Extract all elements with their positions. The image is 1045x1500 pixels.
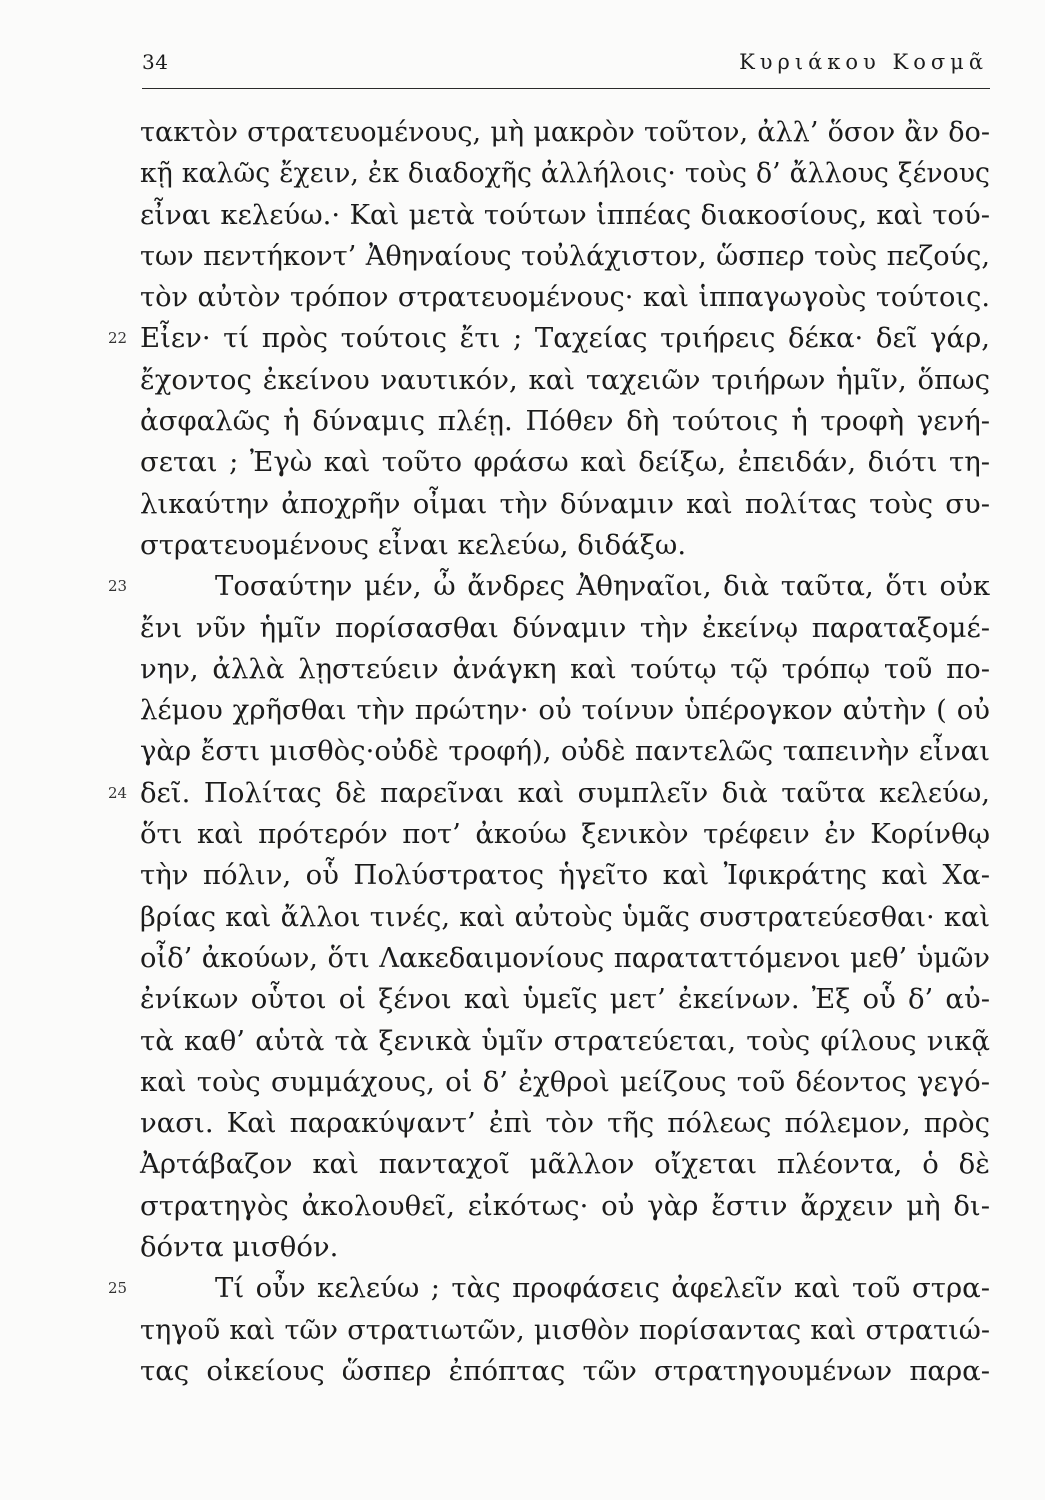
text-line — [140, 649, 990, 690]
line-text: τας οἰκείους ὥσπερ ἐπόπτας τῶν στρατηγουμένων παρα- — [140, 1354, 990, 1387]
line-text: ἀσφαλῶς ἡ δύναμις πλέῃ. Πόθεν δὴ τούτοις ἡ τροφὴ γενή- — [140, 405, 990, 438]
section-number: 25 — [108, 1279, 128, 1298]
line-text: δεῖ. Πολίτας δὲ παρεῖναι καὶ συμπλεῖν διὰ ταῦτα κελεύω, — [140, 776, 990, 809]
text-line — [140, 731, 990, 772]
text-line — [140, 1144, 990, 1185]
line-text: λικαύτην ἀποχρῆν οἶμαι τὴν δύναμιν καὶ πολίτας τοὺς συ- — [140, 487, 990, 520]
text-line — [140, 442, 990, 483]
line-text: Τί οὖν κελεύω ; τὰς προφάσεις ἀφελεῖν καὶ τοῦ στρα- — [215, 1272, 990, 1305]
text-line — [140, 401, 990, 442]
text-line — [140, 1186, 990, 1227]
text-line — [140, 153, 990, 194]
text-line — [140, 360, 990, 401]
body-text — [108, 112, 990, 1392]
line-text: κῇ καλῶς ἔχειν, ἐκ διαδοχῆς ἀλλήλοις· τοὺς δ’ ἄλλους ξένους — [140, 158, 990, 190]
line-text: καὶ τοὺς συμμάχους, οἱ δ’ ἐχθροὶ μείζους τοῦ δέοντος γεγό- — [140, 1065, 990, 1098]
line-text: τακτὸν στρατευομένους, μὴ μακρὸν τοῦτον, ἀλλ’ ὅσον ἂν δο- — [140, 117, 990, 148]
text-line — [140, 1103, 990, 1144]
line-text: Ἀρτάβαζον καὶ πανταχοῖ μᾶλλον οἴχεται πλέοντα, ὁ δὲ — [140, 1148, 990, 1181]
line-text: οἶδ’ ἀκούων, ὅτι Λακεδαιμονίους παραταττόμενοι μεθ’ ὑμῶν — [140, 942, 990, 974]
line-text: δόντα μισθόν. — [140, 1231, 339, 1264]
text-line — [140, 195, 990, 236]
line-text: ὅτι καὶ πρότερόν ποτ’ ἀκούω ξενικὸν τρέφειν ἐν Κορίνθῳ — [140, 818, 990, 851]
line-text: εἶναι κελεύω.· Καὶ μετὰ τούτων ἱππέας διακοσίους, καὶ τού- — [140, 198, 990, 231]
line-text: στρατευομένους εἶναι κελεύω, διδάξω. — [140, 528, 687, 561]
line-text: τηγοῦ καὶ τῶν στρατιωτῶν, μισθὸν πορίσαντας καὶ στρατιώ- — [140, 1314, 990, 1346]
text-line — [140, 525, 990, 566]
text-line — [108, 566, 990, 607]
line-text: τὸν αὐτὸν τρόπον στρατευομένους· καὶ ἱππαγωγοὺς τούτοις. — [140, 282, 990, 314]
line-text: βρίας καὶ ἄλλοι τινές, καὶ αὐτοὺς ὑμᾶς συστρατεύεσθαι· καὶ — [140, 901, 990, 933]
text-line — [140, 1062, 990, 1103]
text-line — [140, 979, 990, 1020]
section-number: 24 — [108, 783, 128, 802]
line-text: σεται ; Ἐγὼ καὶ τοῦτο φράσω καὶ δείξω, ἐπειδάν, διότι τη- — [140, 446, 990, 479]
line-text: γὰρ ἔστι μισθὸς·οὐδὲ τροφή), οὐδὲ παντελῶς ταπεινὴν εἶναι — [140, 735, 990, 768]
text-line — [140, 608, 990, 649]
line-text: τὰ καθ’ αὑτὰ τὰ ξενικὰ ὑμῖν στρατεύεται, τοὺς φίλους νικᾷ — [140, 1024, 990, 1057]
line-text: Τοσαύτην μέν, ὦ ἄνδρες Ἀθηναῖοι, διὰ ταῦτα, ὅτι οὐκ — [215, 570, 990, 603]
text-line — [140, 938, 990, 979]
text-line — [140, 814, 990, 855]
text-line — [140, 855, 990, 896]
text-line — [140, 897, 990, 938]
text-line — [108, 773, 990, 814]
text-line — [140, 690, 990, 731]
text-line — [140, 1021, 990, 1062]
text-line — [140, 1227, 990, 1268]
text-line — [140, 484, 990, 525]
line-text: ἐνίκων οὗτοι οἱ ξένοι καὶ ὑμεῖς μετ’ ἐκείνων. Ἐξ οὗ δ’ αὐ- — [140, 983, 990, 1016]
line-text: τὴν πόλιν, οὗ Πολύστρατος ἡγεῖτο καὶ Ἰφικράτης καὶ Χα- — [140, 859, 990, 892]
line-text: Εἶεν· τί πρὸς τούτοις ἔτι ; Ταχείας τριήρεις δέκα· δεῖ γάρ, — [140, 322, 990, 355]
text-line — [140, 236, 990, 277]
section-number: 22 — [108, 329, 128, 348]
running-head — [142, 48, 990, 89]
line-text: λέμου χρῆσθαι τὴν πρώτην· οὐ τοίνυν ὑπέρογκον αὐτὴν ( οὐ — [140, 694, 990, 727]
line-text: ἔνι νῦν ἡμῖν πορίσασθαι δύναμιν τὴν ἐκείνῳ παραταξομέ- — [140, 611, 990, 644]
line-text: στρατηγὸς ἀκολουθεῖ, εἰκότως· οὐ γὰρ ἔστιν ἄρχειν μὴ δι- — [140, 1189, 990, 1222]
page-number: 34 — [142, 50, 169, 74]
section-number: 23 — [108, 577, 128, 596]
text-line — [108, 318, 990, 359]
line-text: νην, ἀλλὰ λῃστεύειν ἀνάγκη καὶ τούτῳ τῷ τρόπῳ τοῦ πο- — [140, 652, 990, 685]
text-line — [140, 112, 990, 153]
text-line — [108, 1268, 990, 1309]
text-line — [140, 1351, 990, 1392]
text-line — [140, 1310, 990, 1351]
running-title: Κυριάκου Κοσμᾶ — [739, 50, 988, 74]
line-text: ἔχοντος ἐκείνου ναυτικόν, καὶ ταχειῶν τριήρων ἡμῖν, ὅπως — [140, 363, 990, 396]
line-text: των πεντήκοντ’ Ἀθηναίους τοὐλάχιστον, ὥσπερ τοὺς πεζούς, — [140, 240, 990, 272]
line-text: νασι. Καὶ παρακύψαντ’ ἐπὶ τὸν τῆς πόλεως πόλεμον, πρὸς — [140, 1107, 990, 1140]
text-line — [140, 277, 990, 318]
